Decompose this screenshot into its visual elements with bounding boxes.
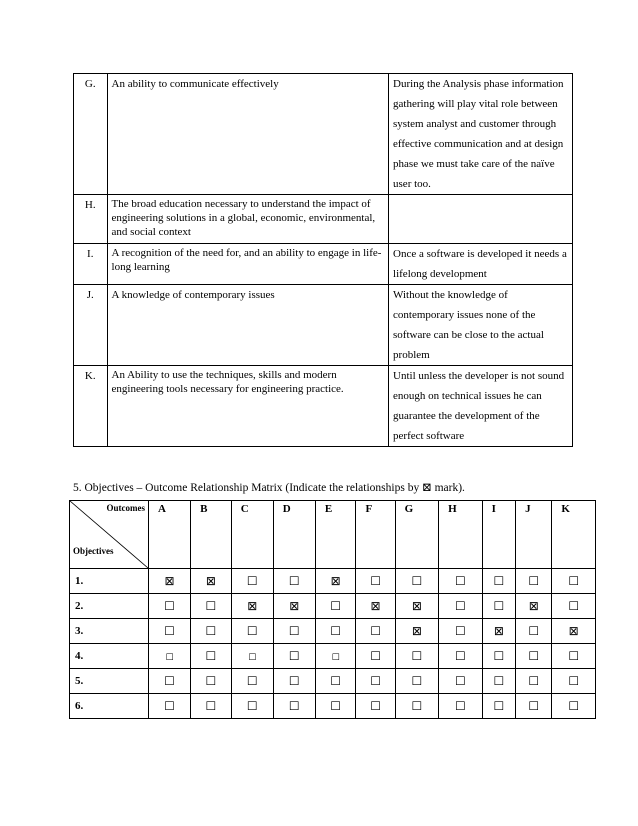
matrix-cell — [273, 569, 315, 594]
empty-box-icon: ☐ — [288, 623, 300, 638]
empty-box-icon: ☐ — [455, 698, 466, 713]
empty-box-icon: ☐ — [455, 648, 466, 663]
empty-box-icon: ☐ — [164, 623, 175, 638]
empty-box-icon: ☐ — [205, 648, 217, 663]
empty-box-icon: ☐ — [493, 598, 505, 613]
empty-box-icon: ☐ — [455, 623, 466, 638]
outcome-code: J. — [74, 285, 108, 366]
matrix-cell — [516, 619, 552, 644]
matrix-cell — [231, 569, 273, 594]
column-header: F — [356, 501, 395, 569]
empty-box-icon: ☐ — [528, 623, 540, 638]
empty-box-icon: ☐ — [493, 648, 505, 663]
outcome-description: A knowledge of contemporary issues — [107, 285, 389, 366]
matrix-cell — [395, 619, 438, 644]
row-label: 4. — [70, 644, 149, 669]
empty-box-icon: ☐ — [246, 698, 258, 713]
empty-box-icon: ☐ — [455, 673, 466, 688]
empty-box-icon: ☐ — [528, 673, 540, 688]
relationship-matrix — [69, 500, 596, 719]
column-header: H — [439, 501, 482, 569]
column-header: D — [273, 501, 315, 569]
empty-box-icon: ☐ — [493, 698, 505, 713]
outcomes-table — [73, 73, 573, 447]
checked-box-icon: ⊠ — [528, 598, 539, 613]
matrix-cell — [315, 669, 356, 694]
checked-box-icon: ⊠ — [289, 598, 300, 613]
matrix-cell — [356, 594, 395, 619]
matrix-cell — [191, 594, 232, 619]
matrix-cell — [191, 694, 232, 719]
outcome-code: G. — [74, 74, 108, 195]
outcome-code: H. — [74, 195, 108, 244]
matrix-cell — [149, 569, 191, 594]
empty-box-icon: ☐ — [330, 673, 342, 688]
empty-box-icon: ☐ — [205, 698, 217, 713]
outcome-note: Without the knowledge of contemporary issues none of the software can be close to the actual problem — [389, 285, 573, 366]
matrix-cell — [231, 644, 273, 669]
matrix-row — [70, 569, 596, 594]
matrix-cell — [231, 619, 273, 644]
empty-box-icon: ☐ — [205, 623, 217, 638]
matrix-cell — [315, 644, 356, 669]
matrix-cell — [273, 594, 315, 619]
empty-box-icon: ☐ — [165, 652, 174, 663]
outcome-code: K. — [74, 366, 108, 447]
column-header: I — [482, 501, 515, 569]
outcome-note — [389, 195, 573, 244]
matrix-cell — [315, 619, 356, 644]
empty-box-icon: ☐ — [246, 673, 258, 688]
matrix-cell — [149, 694, 191, 719]
empty-box-icon: ☐ — [246, 623, 258, 638]
empty-box-icon: ☐ — [164, 673, 175, 688]
matrix-cell — [356, 669, 395, 694]
matrix-cell — [552, 644, 596, 669]
empty-box-icon: ☐ — [288, 648, 300, 663]
matrix-cell — [552, 569, 596, 594]
matrix-cell — [482, 694, 515, 719]
empty-box-icon: ☐ — [493, 673, 505, 688]
matrix-cell — [356, 644, 395, 669]
row-label: 6. — [70, 694, 149, 719]
checked-box-icon: ⊠ — [411, 623, 422, 638]
matrix-cell — [516, 594, 552, 619]
column-header: A — [149, 501, 191, 569]
empty-box-icon: ☐ — [493, 573, 505, 588]
matrix-cell — [439, 619, 482, 644]
table-row — [74, 195, 573, 244]
row-label: 2. — [70, 594, 149, 619]
empty-box-icon: ☐ — [288, 698, 300, 713]
empty-box-icon: ☐ — [370, 673, 381, 688]
matrix-cell — [356, 694, 395, 719]
empty-box-icon: ☐ — [568, 648, 580, 663]
corner-outcomes-label: Outcomes — [106, 503, 145, 513]
matrix-cell — [482, 669, 515, 694]
empty-box-icon: ☐ — [568, 698, 580, 713]
empty-box-icon: ☐ — [330, 623, 342, 638]
outcome-description: The broad education necessary to understand the impact of engineering solutions in a global, economic, environmental, and social context — [107, 195, 389, 244]
matrix-body — [70, 569, 596, 719]
matrix-row — [70, 619, 596, 644]
matrix-cell — [149, 619, 191, 644]
matrix-cell — [552, 669, 596, 694]
matrix-cell — [516, 569, 552, 594]
column-header: C — [231, 501, 273, 569]
matrix-cell — [482, 619, 515, 644]
matrix-cell — [191, 569, 232, 594]
column-header: J — [516, 501, 552, 569]
matrix-cell — [439, 694, 482, 719]
matrix-cell — [395, 594, 438, 619]
matrix-cell — [273, 644, 315, 669]
outcome-note: Once a software is developed it needs a lifelong development — [389, 244, 573, 285]
matrix-cell — [439, 669, 482, 694]
empty-box-icon: ☐ — [568, 673, 580, 688]
empty-box-icon: ☐ — [164, 698, 175, 713]
empty-box-icon: ☐ — [568, 598, 580, 613]
empty-box-icon: ☐ — [370, 648, 381, 663]
empty-box-icon: ☐ — [370, 623, 381, 638]
matrix-cell — [516, 669, 552, 694]
matrix-cell — [552, 594, 596, 619]
empty-box-icon: ☐ — [455, 598, 466, 613]
empty-box-icon: ☐ — [288, 673, 300, 688]
matrix-cell — [439, 644, 482, 669]
column-header: G — [395, 501, 438, 569]
checked-box-icon: ⊠ — [370, 598, 381, 613]
row-label: 5. — [70, 669, 149, 694]
matrix-cell — [552, 619, 596, 644]
empty-box-icon: ☐ — [246, 573, 258, 588]
outcome-note: During the Analysis phase information gathering will play vital role between system analyst and customer through effective communication and at design phase we must take care of the naïve user too. — [389, 74, 573, 195]
matrix-cell — [149, 594, 191, 619]
matrix-cell — [356, 619, 395, 644]
matrix-cell — [149, 644, 191, 669]
empty-box-icon: ☐ — [330, 698, 342, 713]
empty-box-icon: ☐ — [411, 573, 423, 588]
matrix-cell — [516, 644, 552, 669]
column-header: K — [552, 501, 596, 569]
matrix-cell — [273, 669, 315, 694]
outcome-description: An Ability to use the techniques, skills and modern engineering tools necessary for engineering practice. — [107, 366, 389, 447]
matrix-cell — [149, 669, 191, 694]
matrix-cell — [552, 694, 596, 719]
empty-box-icon: ☐ — [330, 598, 342, 613]
matrix-cell — [273, 694, 315, 719]
checked-box-icon: ⊠ — [205, 573, 216, 588]
matrix-row — [70, 694, 596, 719]
matrix-cell — [439, 569, 482, 594]
matrix-cell — [439, 594, 482, 619]
matrix-cell — [395, 669, 438, 694]
matrix-cell — [482, 644, 515, 669]
matrix-corner — [70, 501, 149, 569]
matrix-row — [70, 644, 596, 669]
empty-box-icon: ☐ — [528, 648, 540, 663]
checked-box-icon: ⊠ — [330, 573, 341, 588]
matrix-cell — [315, 594, 356, 619]
matrix-cell — [231, 694, 273, 719]
matrix-cell — [273, 619, 315, 644]
empty-box-icon: ☐ — [528, 573, 540, 588]
matrix-cell — [395, 694, 438, 719]
empty-box-icon: ☐ — [455, 573, 466, 588]
matrix-row — [70, 669, 596, 694]
outcome-description: An ability to communicate effectively — [107, 74, 389, 195]
empty-box-icon: ☐ — [568, 573, 580, 588]
matrix-cell — [395, 569, 438, 594]
table-row — [74, 285, 573, 366]
empty-box-icon: ☐ — [411, 698, 423, 713]
matrix-cell — [315, 569, 356, 594]
empty-box-icon: ☐ — [205, 598, 217, 613]
corner-objectives-label: Objectives — [73, 546, 114, 556]
table-row — [74, 74, 573, 195]
matrix-cell — [482, 594, 515, 619]
checked-box-icon: ⊠ — [247, 598, 258, 613]
outcome-code: I. — [74, 244, 108, 285]
table-row — [74, 244, 573, 285]
checked-box-icon: ⊠ — [411, 598, 422, 613]
matrix-row — [70, 594, 596, 619]
empty-box-icon: ☐ — [248, 652, 257, 663]
checked-box-icon: ⊠ — [493, 623, 504, 638]
table-row — [74, 366, 573, 447]
matrix-cell — [395, 644, 438, 669]
column-header: B — [191, 501, 232, 569]
empty-box-icon: ☐ — [411, 648, 423, 663]
matrix-cell — [191, 644, 232, 669]
checked-box-icon: ⊠ — [164, 573, 175, 588]
matrix-cell — [231, 594, 273, 619]
empty-box-icon: ☐ — [411, 673, 423, 688]
column-header: E — [315, 501, 356, 569]
matrix-cell — [231, 669, 273, 694]
row-label: 3. — [70, 619, 149, 644]
matrix-cell — [482, 569, 515, 594]
empty-box-icon: ☐ — [288, 573, 300, 588]
matrix-heading: 5. Objectives – Outcome Relationship Matrix (Indicate the relationships by ⊠ mark). — [73, 482, 465, 494]
empty-box-icon: ☐ — [164, 598, 175, 613]
matrix-cell — [516, 694, 552, 719]
row-label: 1. — [70, 569, 149, 594]
empty-box-icon: ☐ — [370, 573, 381, 588]
matrix-cell — [191, 619, 232, 644]
empty-box-icon: ☐ — [370, 698, 381, 713]
matrix-cell — [356, 569, 395, 594]
matrix-cell — [191, 669, 232, 694]
outcome-note: Until unless the developer is not sound enough on technical issues he can guarantee the development of the perfect software — [389, 366, 573, 447]
empty-box-icon: ☐ — [528, 698, 540, 713]
matrix-header-row — [70, 501, 596, 569]
checked-box-icon: ⊠ — [568, 623, 579, 638]
outcome-description: A recognition of the need for, and an ability to engage in life- long learning — [107, 244, 389, 285]
empty-box-icon: ☐ — [205, 673, 217, 688]
empty-box-icon: ☐ — [331, 652, 340, 663]
matrix-cell — [315, 694, 356, 719]
